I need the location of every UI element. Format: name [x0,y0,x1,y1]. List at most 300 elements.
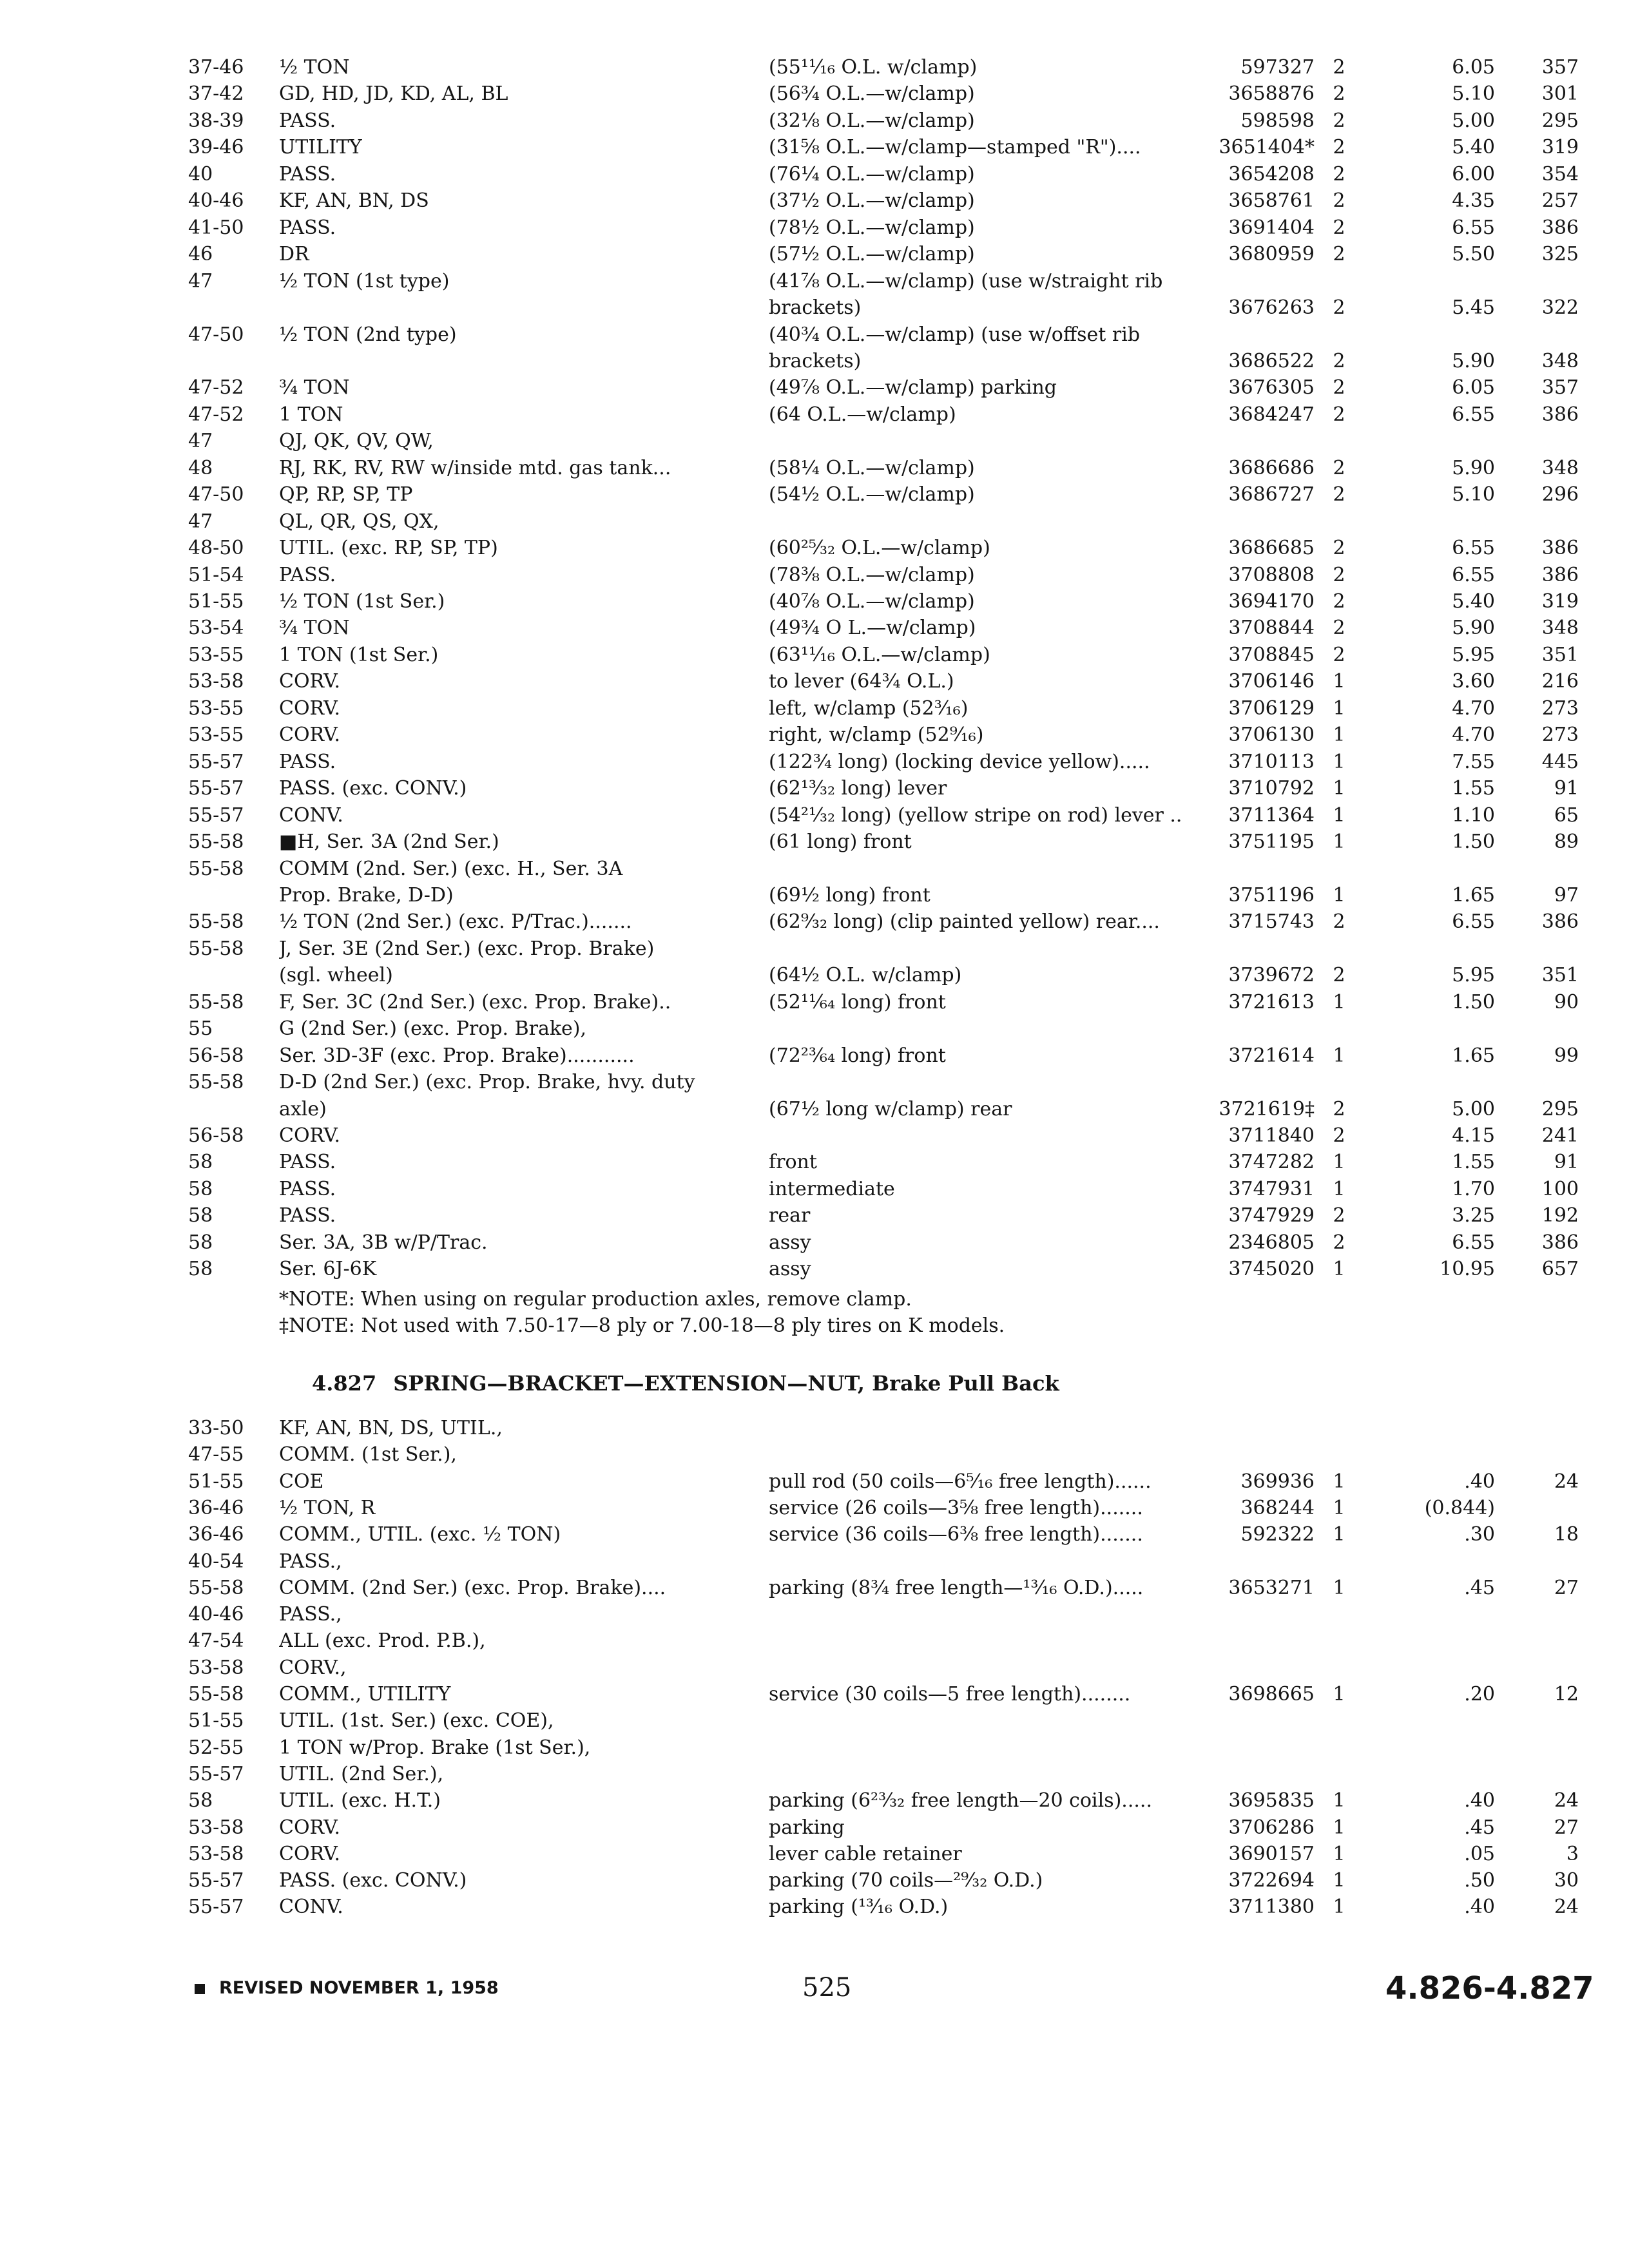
quantity: 1 [1333,1496,1345,1519]
part-number: 3708844 [1228,617,1315,640]
part-description: (40⅞ O.L.—w/clamp) [769,590,975,613]
model-application: PASS. [279,109,336,132]
year-range: 51-55 [188,590,244,613]
model-application: COMM. (2nd Ser.) (exc. Prop. Brake).... [279,1576,666,1599]
weight: 27 [1554,1576,1579,1599]
part-description: (78½ O.L.—w/clamp) [769,216,975,239]
part-description: (37½ O.L.—w/clamp) [769,189,975,213]
weight: 445 [1541,750,1579,773]
table-row [0,1761,1629,1789]
year-range: 53-58 [188,1656,244,1679]
part-description: (41⅞ O.L.—w/clamp) (use w/straight rib [769,269,1163,293]
year-range: 55-57 [188,750,244,773]
quantity: 2 [1333,243,1345,266]
table-row [0,722,1629,750]
price: 7.55 [1452,750,1495,773]
table-row [0,1575,1629,1603]
model-application: Ser. 6J-6K [279,1258,377,1281]
year-range: 56-58 [188,1044,244,1067]
part-description: (56¾ O.L.—w/clamp) [769,82,975,106]
revision-marker-icon [195,1984,205,1994]
quantity: 2 [1333,456,1345,479]
part-number: 3706286 [1228,1816,1315,1839]
weight: 357 [1541,376,1579,399]
quantity: 1 [1333,1576,1345,1599]
price: 5.95 [1452,643,1495,666]
table-row [0,322,1629,350]
year-range: 58 [188,1789,213,1812]
weight: 273 [1541,724,1579,747]
weight: 24 [1554,1789,1579,1812]
part-number: 3676305 [1228,376,1315,399]
part-description: (54²¹⁄₃₂ long) (yellow stripe on rod) lever .. [769,803,1182,827]
price: 4.35 [1452,189,1495,213]
model-application: UTIL. (exc. H.T.) [279,1789,441,1812]
table-row [0,1149,1629,1177]
model-application: Ser. 3D-3F (exc. Prop. Brake)........... [279,1044,635,1067]
price: 5.00 [1452,1097,1495,1120]
model-application: UTIL. (2nd Ser.), [279,1762,444,1785]
part-number: 598598 [1240,109,1315,132]
weight: 325 [1541,243,1579,266]
year-range: 37-42 [188,82,244,106]
quantity: 1 [1333,1258,1345,1281]
year-range: 38-39 [188,109,244,132]
part-description: (31⅝ O.L.—w/clamp—stamped "R").... [769,136,1141,159]
model-application: RJ, RK, RV, RW w/inside mtd. gas tank... [279,456,671,479]
quantity: 1 [1333,1044,1345,1067]
part-number: 3653271 [1228,1576,1315,1599]
year-range: 47-54 [188,1629,244,1653]
table-row [0,348,1629,376]
year-range: 47-52 [188,376,244,399]
weight: 216 [1541,670,1579,693]
model-application: Ser. 3A, 3B w/P/Trac. [279,1231,488,1254]
year-range: 58 [188,1151,213,1174]
table-row [0,508,1629,537]
weight: 351 [1541,964,1579,987]
table-row [0,1495,1629,1523]
part-description: assy [769,1258,811,1281]
part-description: (61 long) front [769,831,912,854]
quantity: 2 [1333,296,1345,320]
price: 1.50 [1452,990,1495,1014]
model-application: PASS. [279,1151,336,1174]
table-row [0,615,1629,643]
table-row [0,1096,1629,1124]
model-application: G (2nd Ser.) (exc. Prop. Brake), [279,1017,587,1041]
quantity: 1 [1333,1683,1345,1706]
quantity: 1 [1333,697,1345,720]
price: 1.65 [1452,1044,1495,1067]
table-row [0,989,1629,1017]
weight: 319 [1541,590,1579,613]
part-number: 369936 [1240,1470,1315,1493]
table-row [0,134,1629,162]
table-row [0,1894,1629,1922]
table-row [0,1043,1629,1071]
price: 5.90 [1452,349,1495,372]
table-row [0,108,1629,136]
price: 6.05 [1452,376,1495,399]
year-range: 53-55 [188,643,244,666]
year-range: 52-55 [188,1736,244,1759]
weight: 386 [1541,403,1579,426]
table-row [0,535,1629,563]
quantity: 1 [1333,670,1345,693]
part-number: 3676263 [1228,296,1315,320]
quantity: 1 [1333,1789,1345,1812]
year-range: 40 [188,162,213,186]
price: 6.55 [1452,563,1495,586]
part-description: (58¼ O.L.—w/clamp) [769,456,975,479]
quantity: 2 [1333,376,1345,399]
price: 6.05 [1452,56,1495,79]
part-number: 3711364 [1228,803,1315,827]
table-row [0,374,1629,403]
model-application: ¾ TON [279,376,350,399]
weight: 357 [1541,56,1579,79]
part-description: (55¹¹⁄₁₆ O.L. w/clamp) [769,56,978,79]
model-application: PASS. [279,162,336,186]
year-range: 55-58 [188,937,244,960]
quantity: 1 [1333,1523,1345,1546]
table-row [0,642,1629,670]
weight: 301 [1541,82,1579,106]
year-range: 55-57 [188,1896,244,1919]
price: 6.55 [1452,537,1495,560]
price: 5.40 [1452,136,1495,159]
part-description: parking (¹³⁄₁₆ O.D.) [769,1896,949,1919]
year-range: 56-58 [188,1124,244,1147]
part-number: 3658761 [1228,189,1315,213]
quantity: 2 [1333,216,1345,239]
table-row [0,936,1629,964]
year-range: 53-55 [188,724,244,747]
model-application: CORV. [279,1816,341,1839]
part-number: 368244 [1240,1496,1315,1519]
part-description: to lever (64¾ O.L.) [769,670,954,693]
weight: 91 [1554,777,1579,800]
price: 3.60 [1452,670,1495,693]
model-application: Prop. Brake, D-D) [279,883,454,907]
price: 1.10 [1452,803,1495,827]
part-number: 3721613 [1228,990,1315,1014]
weight: 386 [1541,1231,1579,1254]
weight: 24 [1554,1470,1579,1493]
quantity: 2 [1333,136,1345,159]
price: 5.95 [1452,964,1495,987]
table-row [0,428,1629,456]
quantity: 2 [1333,617,1345,640]
model-application: axle) [279,1097,327,1120]
price: 1.50 [1452,831,1495,854]
table-row [0,1814,1629,1843]
price: 1.55 [1452,1151,1495,1174]
model-application: PASS. [279,1177,336,1200]
year-range: 53-58 [188,1842,244,1865]
table-row [0,1176,1629,1204]
table-row [0,161,1629,189]
part-number: 3691404 [1228,216,1315,239]
weight: 241 [1541,1124,1579,1147]
table-row [0,668,1629,697]
model-application: KF, AN, BN, DS [279,189,429,213]
part-description: front [769,1151,817,1174]
weight: 348 [1541,456,1579,479]
model-application: CORV., [279,1656,347,1679]
part-number: 592322 [1240,1523,1315,1546]
price: .45 [1464,1576,1495,1599]
year-range: 55-58 [188,857,244,880]
year-range: 47-55 [188,1443,244,1466]
price: 4.70 [1452,697,1495,720]
model-application: F, Ser. 3C (2nd Ser.) (exc. Prop. Brake).. [279,990,671,1014]
weight: 348 [1541,349,1579,372]
part-description: (72²³⁄₆₄ long) front [769,1044,946,1067]
year-range: 53-55 [188,697,244,720]
year-range: 55-58 [188,1576,244,1599]
weight: 351 [1541,643,1579,666]
year-range: 40-54 [188,1550,244,1573]
weight: 3 [1566,1842,1579,1865]
model-application: UTIL. (exc. RP, SP, TP) [279,537,498,560]
weight: 295 [1541,109,1579,132]
table-row [0,1256,1629,1284]
price: 1.55 [1452,777,1495,800]
part-description: rear [769,1204,811,1227]
year-range: 55-57 [188,803,244,827]
part-number: 3711840 [1228,1124,1315,1147]
weight: 296 [1541,483,1579,506]
model-application: ¾ TON [279,617,350,640]
year-range: 55-58 [188,1683,244,1706]
year-range: 55 [188,1017,213,1041]
section-4827-heading [312,1371,1059,1396]
quantity: 1 [1333,883,1345,907]
price: .45 [1464,1816,1495,1839]
table-row [0,695,1629,724]
table-row [0,81,1629,109]
year-range: 47-52 [188,403,244,426]
model-application: QL, QR, QS, QX, [279,510,439,533]
price: 6.55 [1452,216,1495,239]
quantity: 1 [1333,831,1345,854]
quantity: 1 [1333,1842,1345,1865]
part-number: 3745020 [1228,1258,1315,1281]
part-number: 3684247 [1228,403,1315,426]
table-row [0,1015,1629,1044]
year-range: 55-58 [188,990,244,1014]
quantity: 1 [1333,1869,1345,1892]
weight: 354 [1541,162,1579,186]
price: 6.55 [1452,1231,1495,1254]
quantity: 2 [1333,162,1345,186]
part-number: 3710113 [1228,750,1315,773]
table-row [0,294,1629,323]
model-application: ½ TON (1st type) [279,269,450,293]
model-application: PASS. [279,750,336,773]
price: 5.00 [1452,109,1495,132]
weight: 273 [1541,697,1579,720]
model-application: DR [279,243,309,266]
price: 5.45 [1452,296,1495,320]
model-application: J, Ser. 3E (2nd Ser.) (exc. Prop. Brake) [279,937,655,960]
table-row [0,1655,1629,1683]
part-number: 3680959 [1228,243,1315,266]
model-application: PASS. [279,1204,336,1227]
part-number: 3695835 [1228,1789,1315,1812]
quantity: 2 [1333,56,1345,79]
weight: 12 [1554,1683,1579,1706]
part-description: (64 O.L.—w/clamp) [769,403,956,426]
quantity: 2 [1333,910,1345,934]
table-row [0,1867,1629,1896]
model-application: 1 TON [279,403,343,426]
model-application: ½ TON (2nd type) [279,323,457,346]
part-description: (57½ O.L.—w/clamp) [769,243,975,266]
table-row [0,1707,1629,1736]
table-row [0,802,1629,831]
price: (0.844) [1424,1496,1495,1519]
quantity: 1 [1333,990,1345,1014]
year-range: 47-50 [188,323,244,346]
year-range: 47 [188,510,213,533]
model-application: ■H, Ser. 3A (2nd Ser.) [279,831,499,854]
weight: 386 [1541,216,1579,239]
year-range: 39-46 [188,136,244,159]
quantity: 2 [1333,349,1345,372]
part-description: (49¾ O L.—w/clamp) [769,617,976,640]
page-number: 525 [802,1973,852,2003]
year-range: 58 [188,1204,213,1227]
table-row [0,856,1629,884]
model-application: PASS. [279,216,336,239]
model-application: PASS. [279,563,336,586]
part-number: 3658876 [1228,82,1315,106]
model-application: CORV. [279,1124,341,1147]
part-description: (63¹¹⁄₁₆ O.L.—w/clamp) [769,643,990,666]
table-row [0,1069,1629,1097]
part-number: 3706129 [1228,697,1315,720]
year-range: 53-58 [188,1816,244,1839]
quantity: 1 [1333,724,1345,747]
weight: 91 [1554,1151,1579,1174]
year-range: 55-58 [188,910,244,934]
year-range: 33-50 [188,1417,244,1439]
price: 1.65 [1452,883,1495,907]
year-range: 37-46 [188,56,244,79]
year-range: 47-50 [188,483,244,506]
quantity: 2 [1333,563,1345,586]
year-range: 40-46 [188,1603,244,1626]
table-row [0,54,1629,82]
revision-note [195,1978,499,1998]
table-row [0,1521,1629,1550]
model-application: CORV. [279,697,341,720]
part-number: 3739672 [1228,964,1315,987]
year-range: 40-46 [188,189,244,213]
table-row [0,1202,1629,1231]
part-number: 3690157 [1228,1842,1315,1865]
quantity: 1 [1333,777,1345,800]
quantity: 2 [1333,643,1345,666]
part-description: intermediate [769,1177,895,1200]
revision-text: REVISED NOVEMBER 1, 1958 [219,1978,499,1998]
table-row [0,1735,1629,1763]
year-range: 51-54 [188,563,244,586]
model-application: GD, HD, JD, KD, AL, BL [279,82,508,106]
price: 5.90 [1452,617,1495,640]
price: 6.00 [1452,162,1495,186]
year-range: 47 [188,430,213,453]
table-row [0,401,1629,430]
part-description: brackets) [769,349,862,372]
part-number: 3715743 [1228,910,1315,934]
table-row [0,455,1629,483]
part-description: parking (8¾ free length—¹³⁄₁₆ O.D.)..... [769,1576,1144,1599]
quantity: 2 [1333,537,1345,560]
part-description: assy [769,1231,811,1254]
part-description: parking [769,1816,845,1839]
part-number: 597327 [1240,56,1315,79]
model-application: COMM. (1st Ser.), [279,1443,457,1466]
year-range: 58 [188,1258,213,1281]
price: .30 [1464,1523,1495,1546]
table-row [0,1415,1629,1443]
table-row [0,187,1629,216]
quantity: 2 [1333,403,1345,426]
part-number: 3751196 [1228,883,1315,907]
table-row [0,829,1629,857]
part-number: 3686686 [1228,456,1315,479]
part-description: (32⅛ O.L.—w/clamp) [769,109,975,132]
part-description: right, w/clamp (52⁹⁄₁₆) [769,724,984,747]
model-application: D-D (2nd Ser.) (exc. Prop. Brake, hvy. duty [279,1071,695,1094]
weight: 319 [1541,136,1579,159]
quantity: 2 [1333,590,1345,613]
part-description: (78⅜ O.L.—w/clamp) [769,563,975,586]
part-description: lever cable retainer [769,1842,962,1865]
table-row [0,268,1629,296]
year-range: 36-46 [188,1496,244,1519]
quantity: 2 [1333,1231,1345,1254]
price: .40 [1464,1789,1495,1812]
part-number: 3747929 [1228,1204,1315,1227]
year-range: 53-54 [188,617,244,640]
section-title: SPRING—BRACKET—EXTENSION—NUT, Brake Pull Back [393,1371,1059,1396]
quantity: 1 [1333,1470,1345,1493]
year-range: 53-58 [188,670,244,693]
year-range: 55-57 [188,1869,244,1892]
part-description: (64½ O.L. w/clamp) [769,964,962,987]
part-description: left, w/clamp (52³⁄₁₆) [769,697,969,720]
weight: 24 [1554,1896,1579,1919]
model-application: CORV. [279,670,341,693]
part-description: parking (70 coils—²⁹⁄₃₂ O.D.) [769,1869,1043,1892]
part-number: 3706146 [1228,670,1315,693]
table-row [0,1628,1629,1656]
part-number: 2346805 [1228,1231,1315,1254]
weight: 348 [1541,617,1579,640]
table-row [0,1441,1629,1470]
weight: 322 [1541,296,1579,320]
quantity: 2 [1333,1124,1345,1147]
model-application: ½ TON (2nd Ser.) (exc. P/Trac.)....... [279,910,632,934]
table-row [0,1229,1629,1258]
part-description: (62¹³⁄₃₂ long) lever [769,777,947,800]
table-row [0,1681,1629,1709]
